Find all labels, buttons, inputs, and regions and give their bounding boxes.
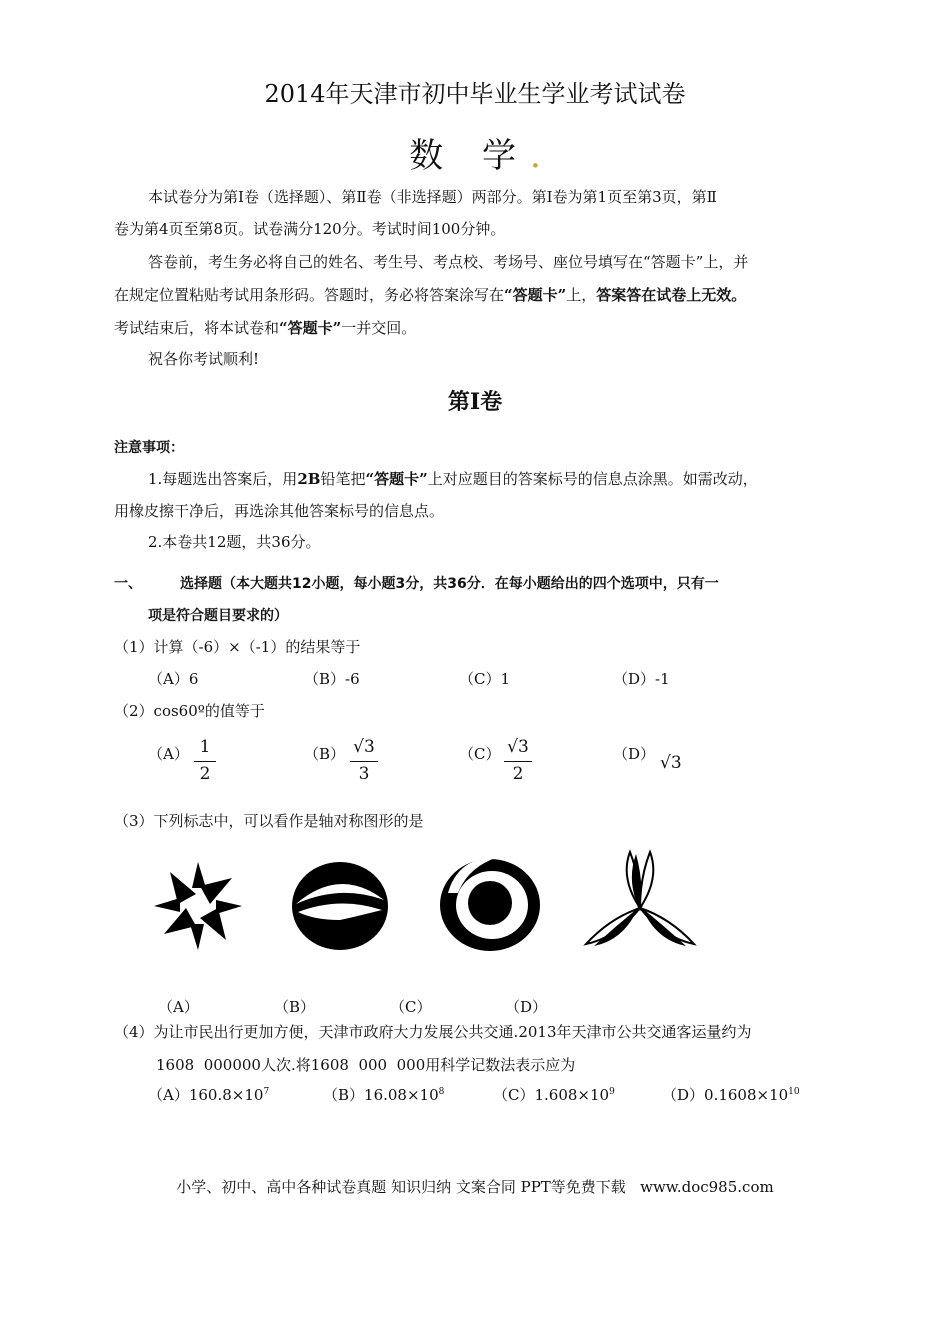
intro-p1-line2: 卷为第4页至第8页。试卷满分120分。考试时间100分钟。 (114, 220, 506, 238)
intro-p2-line3 (114, 317, 416, 339)
notes-heading: 注意事项： (114, 440, 184, 456)
fraction-bar (504, 761, 532, 762)
q4-d-exponent: 10 (788, 1087, 800, 1097)
q2-option-a-fraction (194, 737, 216, 786)
exam-title: 2014年天津市初中毕业生学业考试试卷 (264, 80, 686, 108)
q4-b-exponent: 8 (438, 1087, 445, 1097)
q4-stem-line2: 1608 000000人次.将1608 000 000用科学记数法表示应为 (156, 1056, 576, 1074)
intro-p2-line3-c: 一并交回。 (341, 319, 417, 337)
q4-option-b (323, 1084, 444, 1105)
q1-option-a: （A）6 (148, 670, 199, 688)
note-1-c: 铅笔把 (320, 470, 366, 488)
subject-dot: . (530, 136, 541, 176)
q4-c-base: （C）1.608×10 (493, 1086, 610, 1104)
q3-option-a: （A） (158, 998, 199, 1016)
q4-d-base: （D）0.1608×10 (662, 1086, 789, 1104)
fraction-bar (194, 761, 216, 762)
q1-option-d: （D）-1 (613, 670, 670, 688)
part-heading-line1: 选择题（本大题共12小题，每小题3分，共36分．在每小题给出的四个选项中，只有一 (180, 576, 719, 592)
q4-b-base: （B）16.08×10 (323, 1086, 439, 1104)
q3-option-c: （C） (390, 998, 432, 1016)
intro-p2-invalid-warning: 答案答在试卷上无效。 (596, 286, 747, 304)
q1-stem: （1）计算（-6）×（-1）的结果等于 (114, 638, 361, 656)
q2-option-a-label: （A） (148, 745, 189, 763)
q2-option-c-fraction (504, 737, 532, 786)
oval-band-logo-icon (290, 860, 390, 952)
q2-option-b-fraction (350, 737, 378, 786)
subject-text: 数 学 (409, 136, 530, 176)
note-1-line2: 用橡皮擦干净后，再选涂其他答案标号的信息点。 (114, 502, 445, 520)
q2-option-d-label: （D） (613, 745, 656, 763)
intro-p2-line2-c: 上， (566, 286, 597, 304)
q4-option-d (662, 1084, 800, 1105)
q4-option-c (493, 1084, 615, 1105)
q1-option-c: （C）1 (459, 670, 511, 688)
q4-c-exponent: 9 (609, 1087, 615, 1097)
note-1-pencil: 2B (297, 470, 321, 488)
q4-a-exponent: 7 (263, 1087, 270, 1097)
q1-option-b: （B）-6 (304, 670, 360, 688)
intro-p1-line1: 本试卷分为第Ⅰ卷（选择题）、第Ⅱ卷（非选择题）两部分。第Ⅰ卷为第1页至第3页，第Ⅱ (148, 188, 717, 206)
q3-option-b: （B） (274, 998, 316, 1016)
part-heading-line2: 项是符合题目要求的） (148, 608, 288, 624)
note-1-card: “答题卡” (365, 470, 428, 488)
intro-p2-line2 (114, 284, 746, 306)
intro-wish: 祝各你考试顺利! (148, 350, 260, 368)
q2-a-numerator: 1 (199, 737, 211, 757)
q2-c-numerator: √3 (507, 737, 529, 757)
intro-p2-line3-a: 考试结束后，将本试卷和 (114, 319, 280, 337)
q4-option-a (148, 1084, 269, 1105)
intro-p2-line1: 答卷前，考生务必将自己的姓名、考生号、考点校、考场号、座位号填写在“答题卡”上，并 (148, 253, 749, 271)
section-title: 第Ⅰ卷 (447, 389, 503, 415)
note-1-line1 (148, 468, 758, 490)
part-number: 一、 (114, 576, 142, 592)
q2-option-c-label: （C） (459, 745, 501, 763)
q2-b-denominator: 3 (358, 764, 370, 784)
q4-a-base: （A）160.8×10 (148, 1086, 264, 1104)
q3-stem: （3）下列标志中，可以看作是轴对称图形的是 (114, 812, 424, 830)
intro-p2-answer-card: “答题卡” (504, 286, 567, 304)
q2-b-numerator: √3 (353, 737, 375, 757)
tri-petal-logo-icon (580, 848, 700, 954)
intro-p2-line3-card: “答题卡” (279, 319, 342, 337)
four-star-logo-icon (150, 858, 246, 954)
subject-title (0, 128, 950, 177)
fraction-bar (350, 761, 378, 762)
q2-a-denominator: 2 (199, 764, 211, 784)
note-1-e: 上对应题目的答案标号的信息点涂黑。如需改动， (427, 470, 758, 488)
note-2: 2.本卷共12题，共36分。 (148, 533, 321, 551)
note-1-a: 1.每题选出答案后，用 (148, 470, 298, 488)
q3-option-d: （D） (505, 998, 548, 1016)
crescent-circle-logo-icon (438, 853, 542, 953)
q2-c-denominator: 2 (512, 764, 524, 784)
q2-option-b-label: （B） (304, 745, 346, 763)
q4-stem-line1: （4）为让市民出行更加方便，天津市政府大力发展公共交通.2013年天津市公共交通客运量约为 (114, 1023, 752, 1041)
footer-text: 小学、初中、高中各种试卷真题 知识归纳 文案合同 PPT等免费下载 www.doc985.com (176, 1178, 774, 1196)
intro-p2-line2-a: 在规定位置粘贴考试用条形码。答题时，务必将答案涂写在 (114, 286, 505, 304)
q2-stem: （2）cos60º的值等于 (114, 702, 265, 720)
q2-option-d-value: √3 (660, 753, 682, 773)
